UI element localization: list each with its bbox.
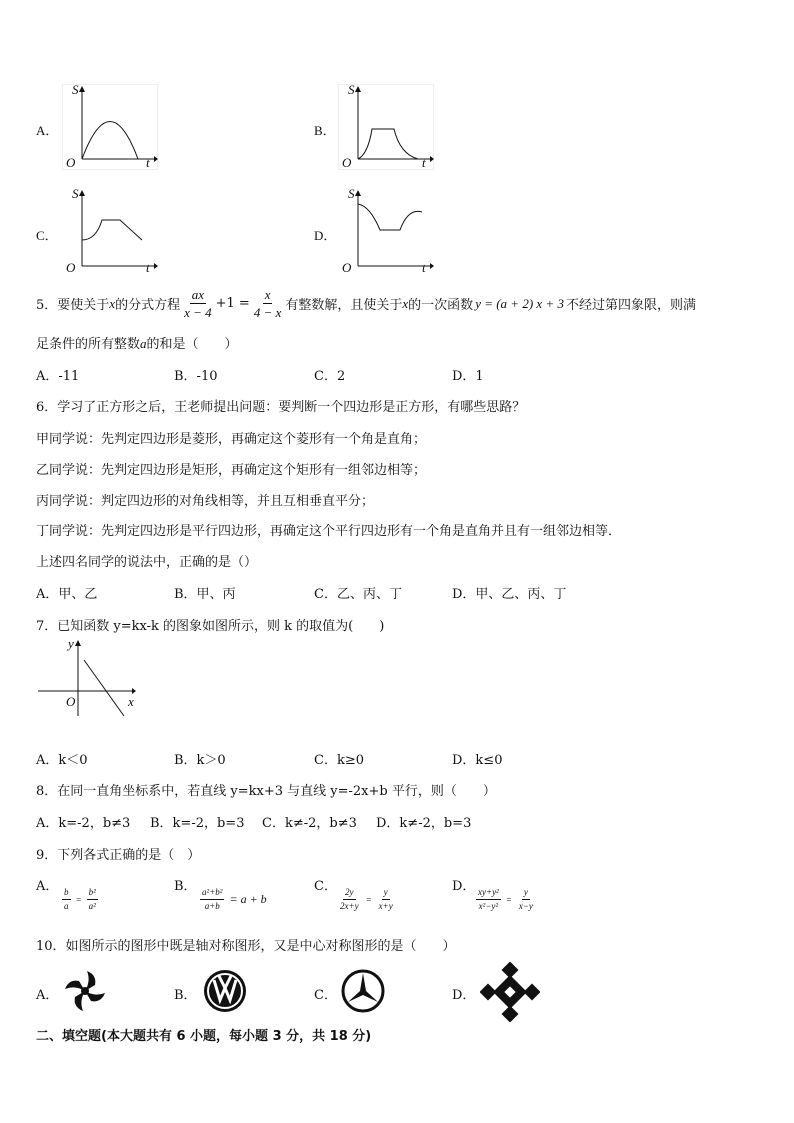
q9-c-n2: y <box>382 888 390 900</box>
q7-graph <box>36 636 140 720</box>
q5-fraction-2 <box>252 288 284 319</box>
q10-option-b-label: B． <box>174 988 197 1003</box>
q7-option-d: D．k≤0 <box>452 753 503 768</box>
q9-option-a-label: A． <box>36 879 59 894</box>
q5-f1-den: x − 4 <box>184 305 212 320</box>
q6-yi: 乙同学说：先判定四边形是矩形，再确定这个矩形有一组邻边相等； <box>36 463 427 478</box>
q7-option-c: C．k≥0 <box>314 753 364 768</box>
q9-option-d-expr <box>474 888 537 911</box>
q9-c-n1: 2y <box>343 888 356 900</box>
q8-option-c: C．k≠-2，b≠3 <box>262 816 357 831</box>
q9-c-eq: = <box>365 894 372 905</box>
q4-option-d-label: D． <box>314 228 337 243</box>
q5-fraction-1 <box>182 288 214 319</box>
q8-option-d: D．k≠-2，b=3 <box>376 816 472 831</box>
q9-b-rhs: = a + b <box>229 892 267 906</box>
q6-option-a: A．甲、乙 <box>36 587 98 602</box>
q7-option-b: B．k＞0 <box>174 753 226 768</box>
q5-option-d: D．1 <box>452 369 484 384</box>
q9-d-n1: xy+y² <box>476 888 501 900</box>
q10-option-d-label: D． <box>452 988 476 1003</box>
q5-text4: 不经过第四象限，则满 <box>565 298 696 313</box>
q6-jia: 甲同学说：先判定四边形是菱形，再确定这个菱形有一个角是直角； <box>36 432 427 447</box>
mercedes-logo-icon <box>340 968 386 1018</box>
q9-c-d1: 2x+y <box>340 901 359 911</box>
q8-option-a: A．k=-2，b≠3 <box>36 816 131 831</box>
q6-ding: 丁同学说：先判定四边形是平行四边形，再确定这个平行四边形有一个角是直角并且有一组邻边相等． <box>36 524 622 539</box>
q9-d-d1: x²−y² <box>478 901 499 911</box>
q8-stem: 8．在同一直角坐标系中，若直线 y=kx+3 与直线 y=-2x+b 平行，则（ ） <box>36 784 496 799</box>
q9-option-c-expr <box>336 888 397 911</box>
q5-text3: 的一次函数 <box>408 298 474 313</box>
q5-text1: 的分式方程 <box>115 298 181 313</box>
q5-line1 <box>36 288 696 319</box>
q5-var-x: x <box>109 295 116 311</box>
q7-axis-x: x <box>128 694 134 709</box>
q6-option-b: B．甲、丙 <box>174 587 236 602</box>
q9-c-d2: x+y <box>378 901 393 911</box>
q9-option-c-label: C． <box>314 879 337 894</box>
q4-c-s-label: S <box>72 186 79 201</box>
q4-b-s-label: S <box>348 82 355 97</box>
q6-stem: 6．学习了正方形之后，王老师提出问题：要判断一个四边形是正方形，有哪些思路？ <box>36 400 526 415</box>
q6-option-d: D．甲、乙、丙、丁 <box>452 587 567 602</box>
q5-option-a: A．-11 <box>36 369 80 384</box>
q5-option-c: C．2 <box>314 369 346 384</box>
q4-option-a-label: A． <box>36 123 59 138</box>
q4-c-o-label: O <box>66 260 76 275</box>
q5-var-a: a <box>140 336 147 351</box>
q8-option-b: B．k=-2，b=3 <box>150 816 245 831</box>
q4-option-b-label: B． <box>314 123 336 138</box>
q9-a-eq: = <box>75 894 82 905</box>
q6-option-c: C．乙、丙、丁 <box>314 587 402 602</box>
q9-a-n2: b² <box>87 888 98 900</box>
q7-axis-y: y <box>68 636 74 651</box>
q9-option-d-label: D． <box>452 879 476 894</box>
q4-a-t-label: t <box>146 155 150 170</box>
q5-f1-num: ax <box>191 287 204 302</box>
q9-b-n1: a²+b² <box>200 888 224 900</box>
q4-a-s-label: S <box>72 82 79 97</box>
q5-plus: +1 = <box>215 296 250 311</box>
q4-option-c-label: C． <box>36 228 58 243</box>
q5-option-b: B．-10 <box>174 369 218 384</box>
q5-line2-b: 的和是（ ） <box>146 337 238 352</box>
q5-text2: 有整数解，且使关于 <box>285 298 403 313</box>
q5-function: y = (a + 2) x + 3 <box>475 295 564 311</box>
q6-bing: 丙同学说：判定四边形的对角线相等，并且互相垂直平分； <box>36 494 375 509</box>
q9-b-d1: a+b <box>204 901 220 911</box>
q4-b-t-label: t <box>422 155 426 170</box>
q4-d-o-label: O <box>342 260 352 275</box>
q9-d-n2: y <box>522 888 530 900</box>
q9-option-a-expr <box>60 888 100 911</box>
section-2-heading: 二、填空题(本大题共有 6 小题，每小题 3 分，共 18 分) <box>36 1029 372 1044</box>
q4-b-o-label: O <box>342 155 352 170</box>
q4-d-t-label: t <box>422 260 426 275</box>
q4-d-s-label: S <box>348 186 355 201</box>
pinwheel-icon <box>62 968 108 1018</box>
q10-option-c-label: C． <box>314 988 337 1003</box>
vw-logo-icon <box>202 968 248 1018</box>
q7-origin: O <box>66 694 76 709</box>
q5-line2-a: 足条件的所有整数 <box>36 337 141 352</box>
q9-a-d1: a <box>64 901 69 911</box>
q9-a-n1: b <box>62 888 71 900</box>
q9-option-b-expr <box>198 888 267 911</box>
q9-a-d2: a² <box>88 901 96 911</box>
q10-option-a-label: A． <box>36 988 59 1003</box>
q5-line2 <box>36 333 238 352</box>
q6-ask: 上述四名同学的说法中，正确的是（） <box>36 555 258 570</box>
q5-f2-num: x <box>264 287 271 302</box>
q9-d-eq: = <box>505 894 512 905</box>
q5-var-x2: x <box>402 295 409 311</box>
q7-option-a: A．k＜0 <box>36 753 88 768</box>
q4-a-o-label: O <box>66 155 76 170</box>
q7-stem: 7．已知函数 y=kx-k 的图象如图所示，则 k 的取值为( ) <box>36 619 385 634</box>
q9-d-d2: x−y <box>518 901 533 911</box>
q9-option-b-label: B． <box>174 879 197 894</box>
q10-stem: 10．如图所示的图形中既是轴对称图形，又是中心对称图形的是（ ） <box>36 939 456 954</box>
diamond-cross-icon <box>480 962 540 1026</box>
q9-stem: 9．下列各式正确的是（ ） <box>36 848 201 863</box>
q5-prefix: 5．要使关于 <box>36 298 110 313</box>
q5-f2-den: 4 − x <box>253 305 282 320</box>
q4-c-t-label: t <box>146 260 150 275</box>
